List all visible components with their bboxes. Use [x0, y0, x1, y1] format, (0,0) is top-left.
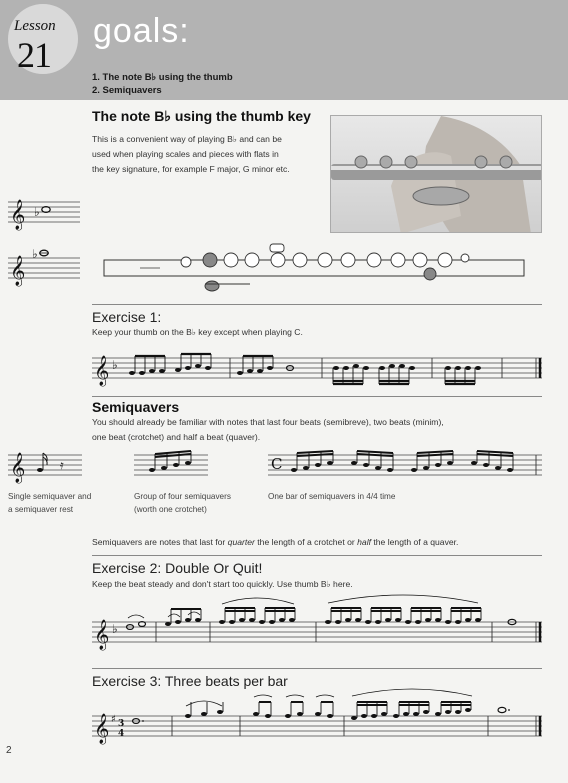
- svg-text:𝄞: 𝄞: [10, 200, 26, 230]
- svg-text:3: 3: [118, 719, 125, 729]
- divider: [92, 396, 542, 397]
- flute-hand-photo: [330, 115, 542, 233]
- svg-text:♯: ♯: [111, 714, 116, 725]
- goal-item: 1. The note B♭ using the thumb: [92, 72, 233, 83]
- bflat-staff-1: [8, 196, 80, 230]
- svg-text:𝄿: 𝄿: [60, 458, 64, 472]
- semiquavers-heading: Semiquavers: [92, 399, 180, 415]
- svg-text:𝄞: 𝄞: [94, 620, 110, 650]
- caption-semiquaver-group: Group of four semiquavers (worth one crotchet): [134, 492, 231, 514]
- divider: [92, 668, 542, 669]
- lesson-number: 21: [17, 35, 51, 75]
- exercise-1-instruction: Keep your thumb on the B♭ key except when playing C.: [92, 327, 303, 337]
- svg-text:♭: ♭: [32, 247, 38, 261]
- svg-text:♭: ♭: [112, 622, 118, 636]
- semiquavers-intro: You should already be familiar with notes that last four beats (semibreve), two beats (minim), one beat (crotchet) and half a beat (quaver).: [92, 417, 444, 442]
- svg-text:𝄞: 𝄞: [10, 453, 26, 483]
- svg-text:4: 4: [118, 729, 125, 739]
- svg-text:♭: ♭: [34, 205, 40, 219]
- exercise-2-title: Exercise 2: Double Or Quit!: [92, 560, 263, 576]
- thumb-key-text: This is a convenient way of playing B♭ and can be used when playing scales and pieces with flats in the key signature, for example F major, G minor etc.: [92, 134, 290, 174]
- divider: [92, 555, 542, 556]
- semiquaver-group-staff: [134, 449, 208, 485]
- divider: [92, 304, 542, 305]
- svg-text:𝄞: 𝄞: [94, 714, 110, 744]
- goal-list: [92, 71, 233, 97]
- single-semiquaver-staff: [8, 449, 82, 485]
- flute-photo-illustration: [331, 116, 542, 233]
- semiquaver-summary: Semiquavers are notes that last for quarter the length of a crotchet or half the length of a quaver.: [92, 537, 459, 547]
- svg-text:♭: ♭: [112, 358, 118, 372]
- exercise-1-staff: [92, 346, 542, 390]
- semiquaver-bar-staff: [268, 449, 542, 485]
- bflat-staff-2: [8, 247, 80, 286]
- lesson-label: Lesson: [14, 18, 56, 34]
- svg-text:C: C: [271, 455, 283, 473]
- lesson-header: [0, 0, 568, 100]
- caption-semiquaver-bar: One bar of semiquavers in 4/4 time: [268, 492, 396, 501]
- page-number: 2: [6, 745, 12, 756]
- flute-fingering-diagram: [100, 240, 530, 296]
- thumb-key-heading: The note B♭ using the thumb key: [92, 108, 311, 124]
- exercise-1-title: Exercise 1:: [92, 309, 162, 325]
- exercise-3-staff: [92, 696, 542, 748]
- svg-text:𝄞: 𝄞: [94, 356, 110, 386]
- exercise-3-title: Exercise 3: Three beats per bar: [92, 673, 288, 689]
- caption-single-semiquaver: Single semiquaver and a semiquaver rest: [8, 492, 92, 514]
- goal-item: 2. Semiquavers: [92, 85, 162, 96]
- goals-title: goals:: [93, 12, 190, 50]
- svg-text:𝄞: 𝄞: [10, 256, 26, 286]
- exercise-2-instruction: Keep the beat steady and don't start too quickly. Use thumb B♭ here.: [92, 579, 353, 589]
- exercise-2-staff: [92, 600, 542, 654]
